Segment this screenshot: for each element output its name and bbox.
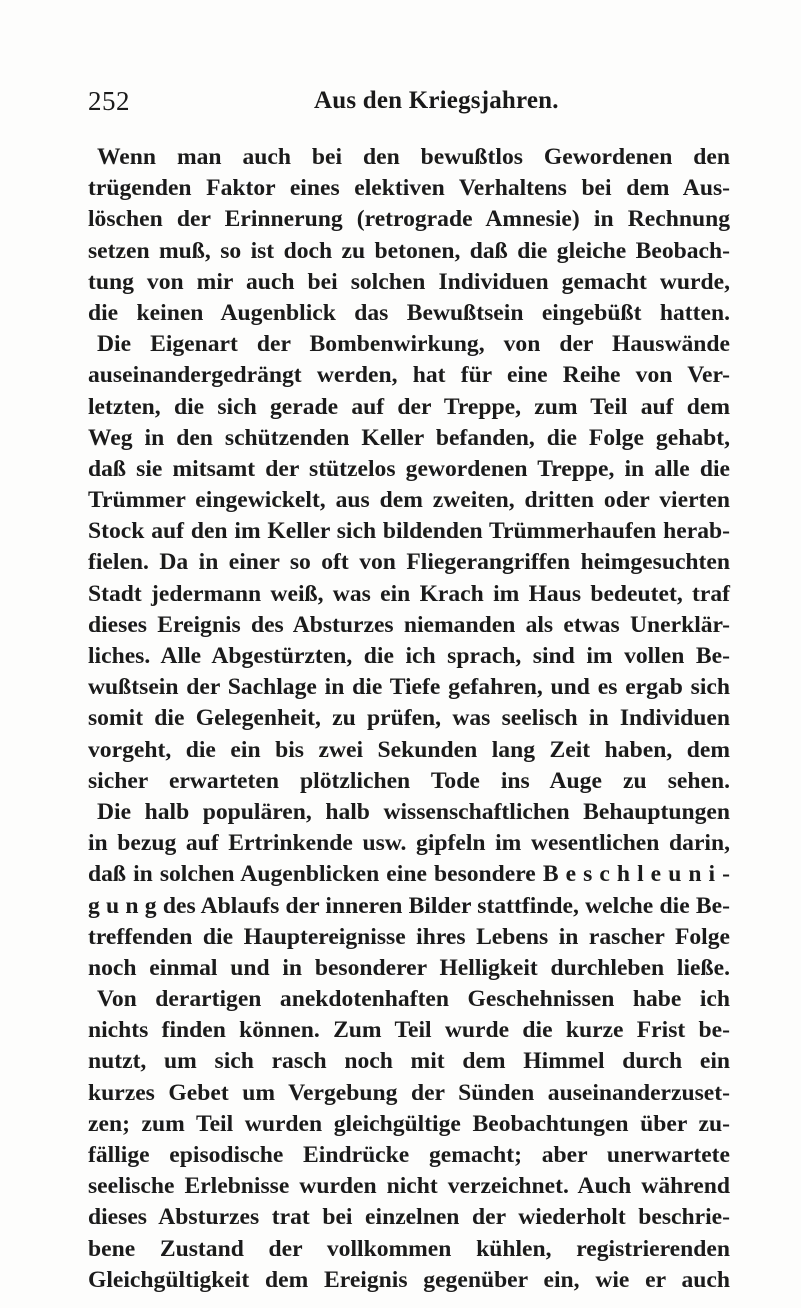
text-line: Trümmer eingewickelt, aus dem zweiten, dritten oder vierten	[88, 487, 730, 514]
text-line: liches. Alle Abgestürzten, die ich sprach, sind im vollen Be-	[88, 643, 730, 669]
body-text	[88, 142, 730, 1296]
text-line: die keinen Augenblick das Bewußtsein eingebüßt hatten.	[88, 299, 730, 326]
page-number: 252	[88, 86, 130, 116]
text-line: nichts finden können. Zum Teil wurde die kurze Frist be-	[88, 1017, 730, 1044]
text-line: Stock auf den im Keller sich bildenden Trümmerhaufen herab-	[88, 518, 730, 545]
text-line: letzten, die sich gerade auf der Treppe, zum Teil auf dem	[88, 393, 730, 420]
text-line: wußtsein der Sachlage in die Tiefe gefahren, und es ergab sich	[88, 674, 730, 701]
text-line: bene Zustand der vollkommen kühlen, registrierenden	[88, 1235, 730, 1262]
text-line: Die Eigenart der Bombenwirkung, von der Hauswände	[97, 331, 730, 358]
text-line: daß sie mitsamt der stützelos gewordenen Treppe, in alle die	[88, 455, 730, 482]
text-line: daß in solchen Augenblicken eine besondere B e s c h l e u n i -	[88, 861, 730, 888]
text-line: Stadt jedermann weiß, was ein Krach im Haus bedeutet, traf	[88, 580, 730, 607]
text-line: nutzt, um sich rasch noch mit dem Himmel durch ein	[88, 1048, 730, 1075]
text-line: dieses Ereignis des Absturzes niemanden als etwas Unerklär-	[88, 611, 730, 638]
text-line: sicher erwarteten plötzlichen Tode ins Auge zu sehen.	[88, 767, 730, 794]
text-line: Weg in den schützenden Keller befanden, die Folge gehabt,	[88, 424, 730, 451]
text-line: g u n g des Ablaufs der inneren Bilder stattfinde, welche die Be-	[88, 892, 730, 919]
text-line: kurzes Gebet um Vergebung der Sünden auseinanderzuset-	[88, 1079, 730, 1106]
text-line: löschen der Erinnerung (retrograde Amnesie) in Rechnung	[88, 206, 730, 233]
text-line: somit die Gelegenheit, zu prüfen, was seelisch in Individuen	[88, 705, 730, 732]
text-line: dieses Absturzes trat bei einzelnen der wiederholt beschrie-	[88, 1204, 730, 1231]
text-line: Die halb populären, halb wissenschaftlichen Behauptungen	[97, 798, 730, 825]
text-line: vorgeht, die ein bis zwei Sekunden lang Zeit haben, dem	[88, 736, 730, 763]
text-line: trügenden Faktor eines elektiven Verhaltens bei dem Aus-	[88, 175, 730, 202]
text-line: tung von mir auch bei solchen Individuen gemacht wurde,	[88, 268, 730, 295]
page-header	[88, 86, 728, 126]
text-line: auseinandergedrängt werden, hat für eine Reihe von Ver-	[88, 362, 730, 389]
text-line: fällige episodische Eindrücke gemacht; aber unerwartete	[88, 1142, 730, 1168]
text-line: Wenn man auch bei den bewußtlos Gewordenen den	[97, 144, 730, 170]
text-line: zen; zum Teil wurden gleichgültige Beobachtungen über zu-	[88, 1110, 730, 1137]
text-line: Von derartigen anekdotenhaften Geschehnissen habe ich	[97, 986, 730, 1013]
text-line: fielen. Da in einer so oft von Fliegerangriffen heimgesuchten	[88, 549, 730, 576]
text-line: in bezug auf Ertrinkende usw. gipfeln im wesentlichen darin,	[88, 830, 730, 857]
running-title: Aus den Kriegsjahren.	[314, 87, 559, 114]
text-line: Gleichgültigkeit dem Ereignis gegenüber ein, wie er auch	[88, 1266, 730, 1293]
text-line: noch einmal und in besonderer Helligkeit durchleben ließe.	[88, 954, 730, 981]
text-line: treffenden die Hauptereignisse ihres Lebens in rascher Folge	[88, 923, 730, 950]
text-line: setzen muß, so ist doch zu betonen, daß die gleiche Beobach-	[88, 237, 730, 264]
text-line: seelische Erlebnisse wurden nicht verzeichnet. Auch während	[88, 1173, 730, 1200]
